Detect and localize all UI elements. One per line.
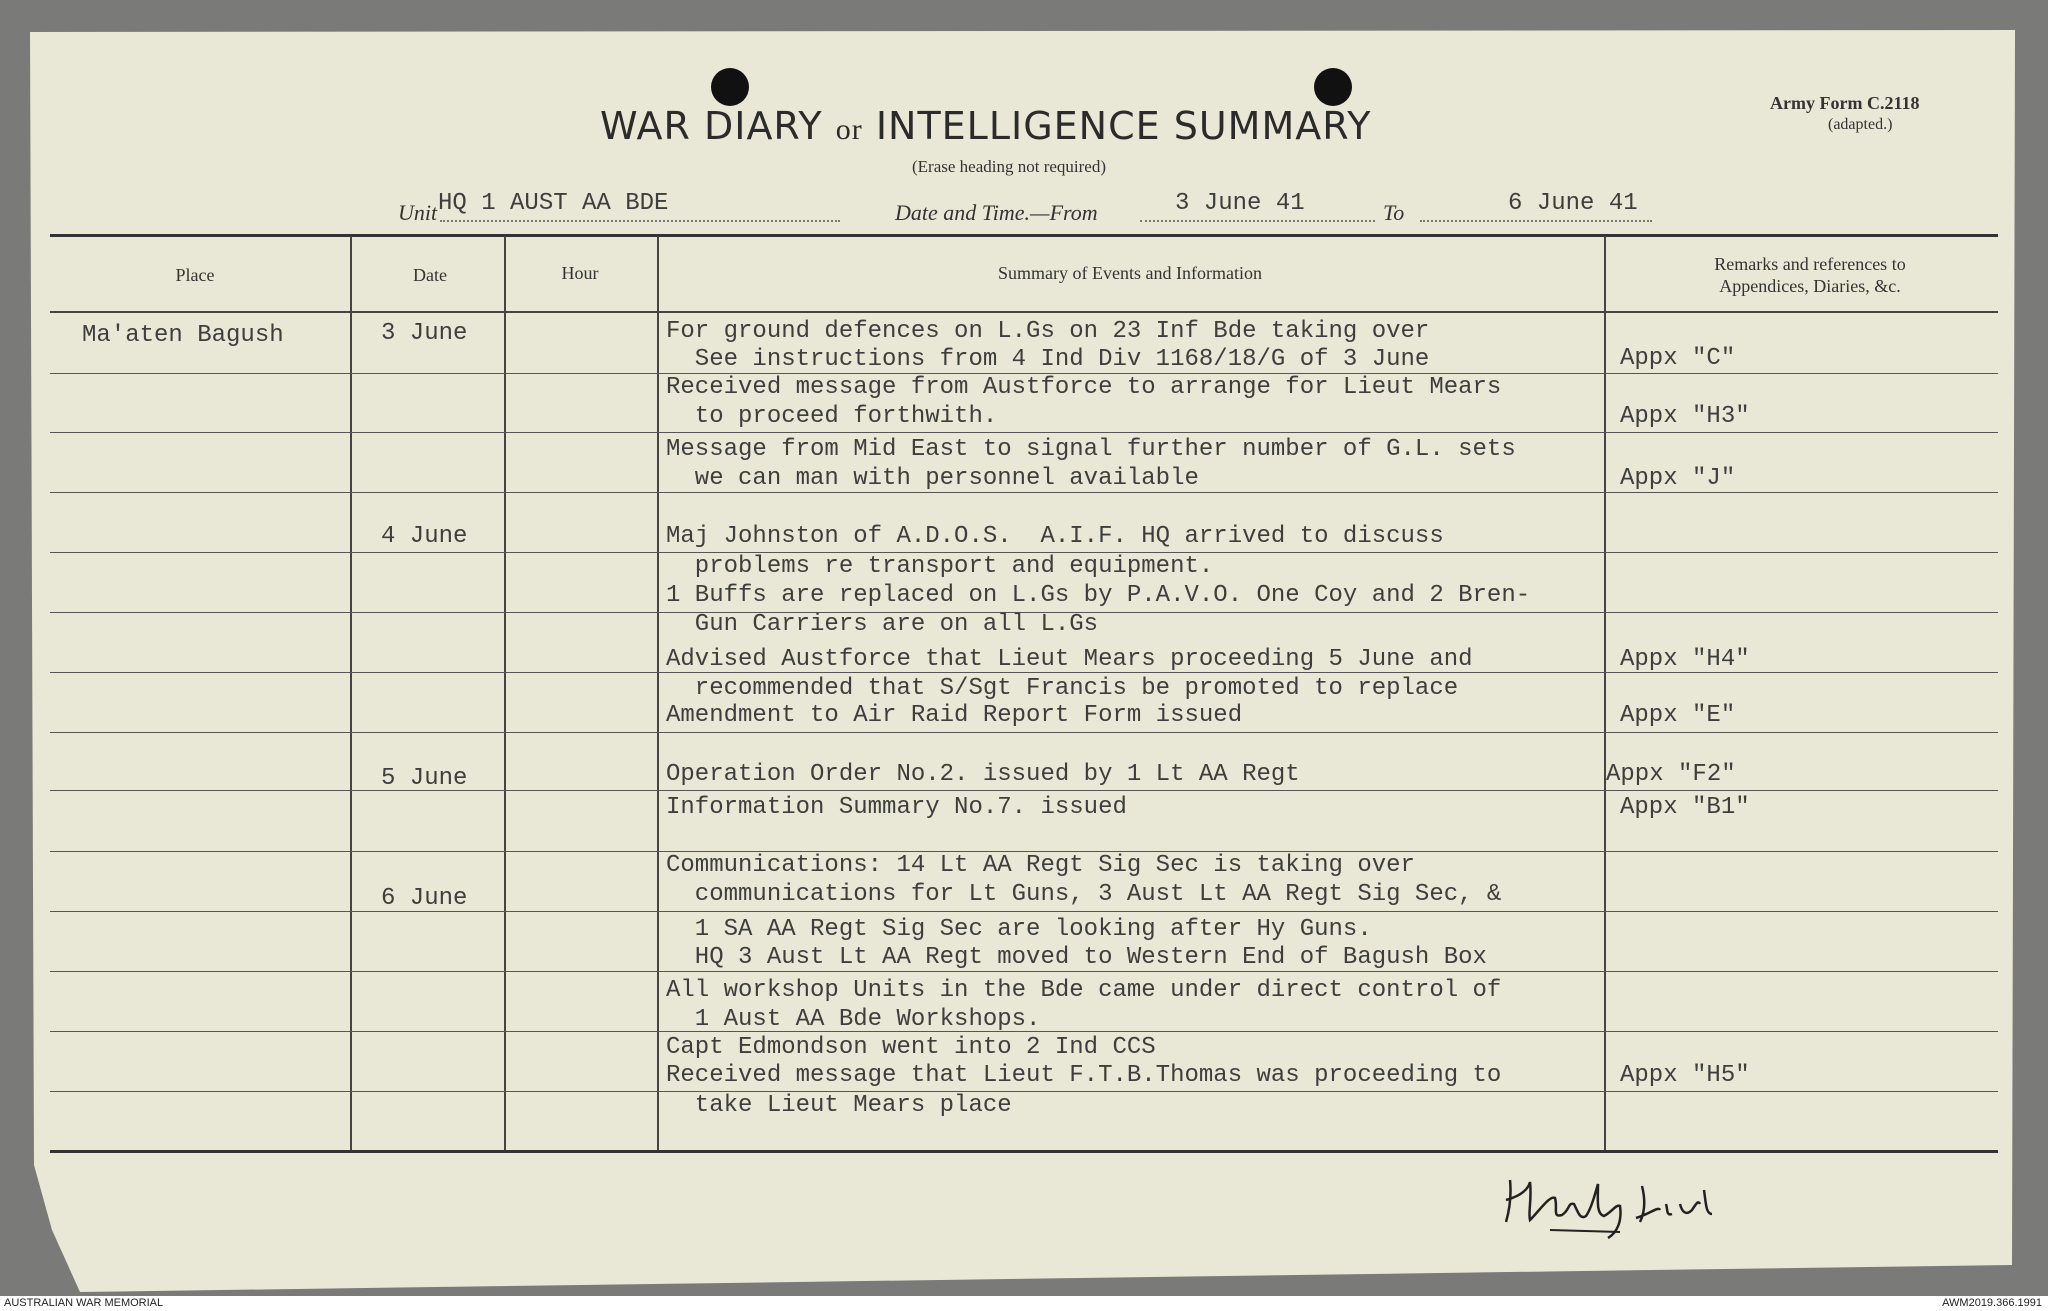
summary-line: Amendment to Air Raid Report Form issued <box>666 702 1243 729</box>
summary-line: Maj Johnston of A.D.O.S. A.I.F. HQ arrived to discuss <box>666 523 1444 550</box>
remark-cell: Appx "F2" <box>1606 761 1736 788</box>
unit-dotline <box>440 220 840 222</box>
table-bottom-rule <box>50 1150 1998 1153</box>
column-header-date: Date <box>413 265 447 285</box>
summary-line: take Lieut Mears place <box>666 1092 1012 1119</box>
date-cell: 3 June <box>381 320 468 347</box>
row-rule <box>50 492 1998 493</box>
subtitle: (Erase heading not required) <box>912 157 1106 176</box>
table-top-rule <box>50 234 1998 237</box>
table-header-rule <box>50 311 1998 313</box>
remark-cell: Appx "C" <box>1620 345 1736 372</box>
date-to: 6 June 41 <box>1508 190 1638 217</box>
remarks-header-line2: Appendices, Diaries, &c. <box>1719 276 1901 296</box>
archive-reference: AWM2019.366.1991 <box>1942 1297 2042 1309</box>
summary-line: Operation Order No.2. issued by 1 Lt AA Regt <box>666 761 1300 788</box>
archive-name: AUSTRALIAN WAR MEMORIAL <box>4 1297 164 1309</box>
column-header-summary: Summary of Events and Information <box>998 263 1262 283</box>
remarks-header-line1: Remarks and references to <box>1714 254 1906 274</box>
unit-value: HQ 1 AUST AA BDE <box>438 190 669 217</box>
remark-cell: Appx "J" <box>1620 465 1736 492</box>
summary-line: Information Summary No.7. issued <box>666 794 1127 821</box>
row-rule <box>50 790 1998 791</box>
army-form-label: Army Form C.2118 <box>1770 93 1920 113</box>
summary-line: Received message from Austforce to arrange for Lieut Mears <box>666 374 1502 401</box>
summary-line: See instructions from 4 Ind Div 1168/18/G of 3 June <box>666 346 1430 373</box>
page-title: WAR DIARY or INTELLIGENCE SUMMARY <box>600 104 1372 148</box>
row-rule <box>50 1091 1998 1092</box>
date-to-dotline <box>1420 220 1652 222</box>
row-rule <box>50 732 1998 733</box>
column-header-hour: Hour <box>561 263 599 283</box>
date-label: Date and Time.—From <box>895 200 1098 225</box>
to-label: To <box>1383 200 1405 225</box>
summary-line: For ground defences on L.Gs on 23 Inf Bde taking over <box>666 318 1430 345</box>
remark-cell: Appx "H5" <box>1620 1062 1750 1089</box>
column-header-remarks <box>1640 253 1980 297</box>
summary-line: recommended that S/Sgt Francis be promoted to replace <box>666 675 1459 702</box>
summary-line: 1 Buffs are replaced on L.Gs by P.A.V.O. One Coy and 2 Bren- <box>666 582 1531 609</box>
remark-cell: Appx "H4" <box>1620 646 1750 673</box>
summary-line: Communications: 14 Lt AA Regt Sig Sec is taking over <box>666 852 1415 879</box>
summary-line: we can man with personnel available <box>666 465 1199 492</box>
column-header-place: Place <box>175 265 215 285</box>
row-rule <box>50 432 1998 433</box>
adapted-label: (adapted.) <box>1828 116 1893 133</box>
handwritten-signature <box>1500 1160 1720 1240</box>
summary-line: HQ 3 Aust Lt AA Regt moved to Western End of Bagush Box <box>666 944 1487 971</box>
summary-line: Capt Edmondson went into 2 Ind CCS <box>666 1034 1156 1061</box>
summary-line: to proceed forthwith. <box>666 403 998 430</box>
summary-line: Gun Carriers are on all L.Gs <box>666 611 1099 638</box>
summary-line: 1 Aust AA Bde Workshops. <box>666 1006 1041 1033</box>
punch-hole-left <box>711 68 749 106</box>
summary-line: Received message that Lieut F.T.B.Thomas was proceeding to <box>666 1062 1502 1089</box>
summary-line: communications for Lt Guns, 3 Aust Lt AA Regt Sig Sec, & <box>666 881 1502 908</box>
remark-cell: Appx "H3" <box>1620 403 1750 430</box>
date-cell: 6 June <box>381 885 468 912</box>
summary-line: All workshop Units in the Bde came under direct control of <box>666 977 1502 1004</box>
row-rule <box>50 971 1998 972</box>
unit-label: Unit <box>398 200 438 225</box>
date-from-dotline <box>1140 220 1375 222</box>
date-cell: 5 June <box>381 765 468 792</box>
summary-line: problems re transport and equipment. <box>666 553 1214 580</box>
punch-hole-right <box>1314 68 1352 106</box>
date-cell: 4 June <box>381 523 468 550</box>
remark-cell: Appx "E" <box>1620 702 1736 729</box>
summary-line: Advised Austforce that Lieut Mears proceeding 5 June and <box>666 646 1473 673</box>
remark-cell: Appx "B1" <box>1620 794 1750 821</box>
archive-caption-strip <box>0 1296 2048 1311</box>
row-rule <box>50 911 1998 912</box>
date-from: 3 June 41 <box>1175 190 1305 217</box>
place-cell: Ma'aten Bagush <box>82 322 284 349</box>
summary-line: Message from Mid East to signal further number of G.L. sets <box>666 436 1516 463</box>
summary-line: 1 SA AA Regt Sig Sec are looking after Hy Guns. <box>666 916 1372 943</box>
